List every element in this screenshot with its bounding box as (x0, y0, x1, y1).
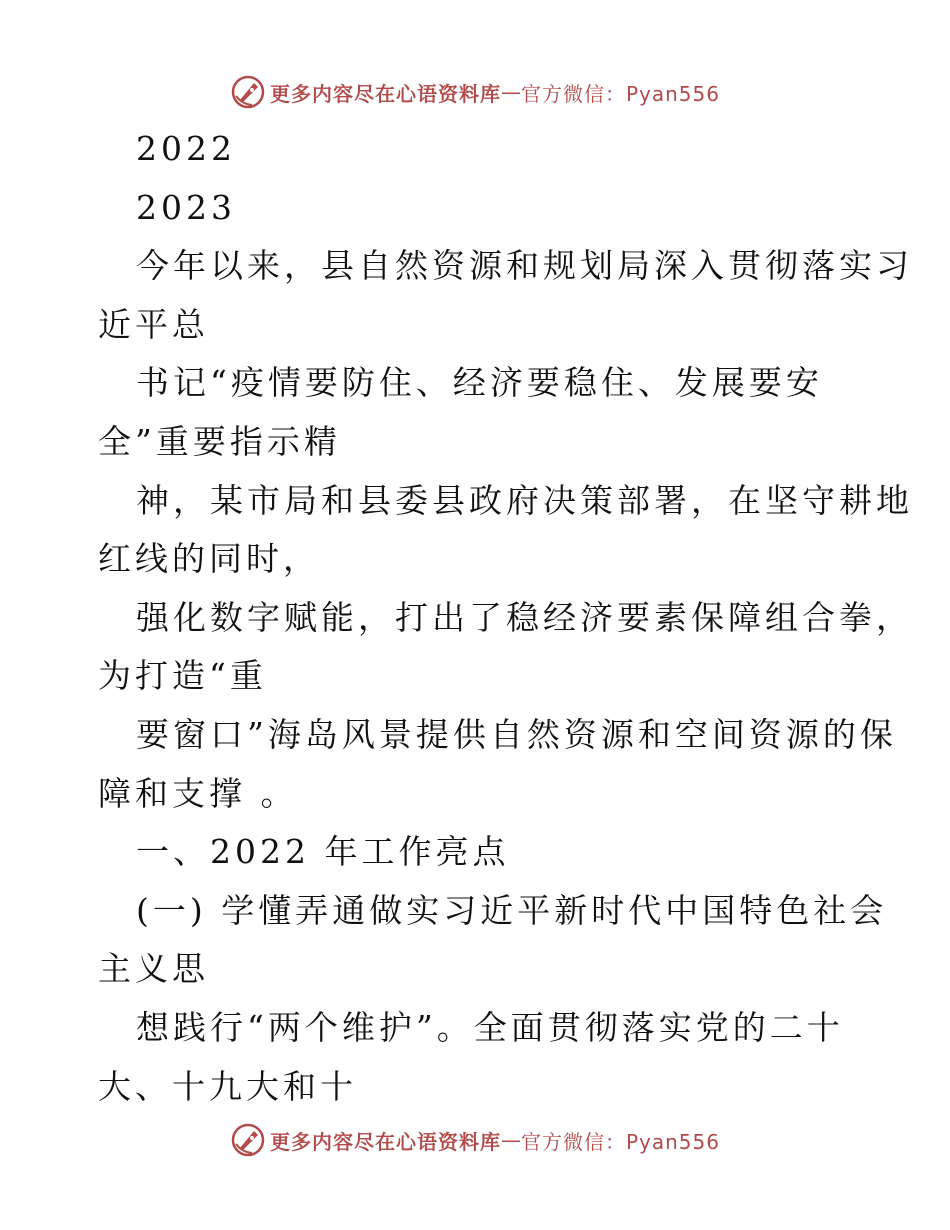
text-line: 主义思 (98, 949, 209, 989)
section-heading: 一、2022 年工作亮点 (136, 832, 510, 872)
watermark-contact: 官方微信：Pyan556 (520, 1129, 720, 1154)
text-line: 要窗口”海岛风景提供自然资源和空间资源的保 (136, 714, 897, 754)
text-line: 近平总 (98, 304, 209, 344)
text-line: 强化数字赋能，打出了稳经济要素保障组合拳， (136, 597, 913, 637)
text-line: 今年以来，县自然资源和规划局深入贯彻落实习 (136, 246, 913, 286)
watermark-contact: 官方微信：Pyan556 (520, 81, 720, 106)
watermark-dash: — (500, 1128, 521, 1152)
document-body (98, 120, 913, 1116)
text-line: 红线的同时， (98, 539, 320, 579)
text-line: 大、十九大和十 (98, 1066, 357, 1106)
text-line: 全”重要指示精 (98, 421, 341, 461)
text-line: 为打造“重 (98, 656, 267, 696)
watermark-text: 更多内容尽在心语资料库 (269, 81, 501, 106)
text-line: 2023 (136, 187, 236, 227)
pen-nib-seal-icon (230, 74, 266, 110)
pen-nib-seal-icon (230, 1122, 266, 1158)
header-watermark (0, 72, 950, 112)
footer-watermark (0, 1120, 950, 1160)
text-line: 书记“疫情要防住、经济要稳住、发展要安 (136, 363, 823, 403)
text-line: 障和支撑 。 (98, 773, 298, 813)
text-line: 神，某市局和县委县政府决策部署，在坚守耕地 (136, 480, 913, 520)
subsection-heading: (一) 学懂弄通做实习近平新时代中国特色社会 (136, 890, 888, 930)
text-line: 2022 (136, 129, 236, 168)
watermark-dash: — (500, 80, 521, 104)
watermark-text: 更多内容尽在心语资料库 (269, 1129, 501, 1154)
text-line: 想践行“两个维护”。全面贯彻落实党的二十 (136, 1007, 844, 1047)
